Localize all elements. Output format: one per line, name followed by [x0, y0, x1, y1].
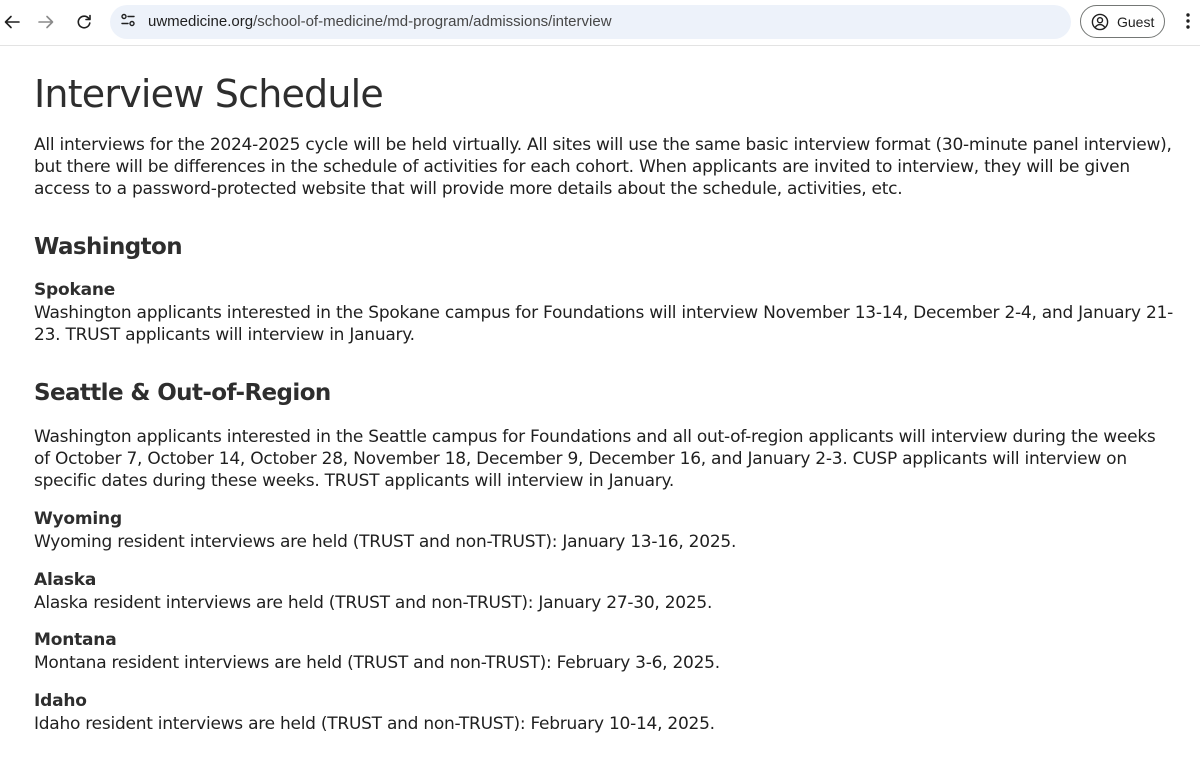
- account-circle-icon: [1091, 13, 1109, 31]
- spokane-paragraph: Washington applicants interested in the Spokane campus for Foundations will interview November 13-14, December 2-4, and January 21-23. TRUST applicants will interview in January.: [34, 303, 1174, 345]
- montana-paragraph: Montana resident interviews are held (TRUST and non-TRUST): February 3-6, 2025.: [34, 653, 720, 673]
- reload-icon: [75, 13, 93, 31]
- back-button[interactable]: [0, 8, 26, 36]
- url-path: /school-of-medicine/md-program/admissions/interview: [253, 13, 612, 30]
- browser-toolbar: [0, 0, 1200, 46]
- browser-menu-button[interactable]: [1178, 10, 1198, 36]
- page-title: Interview Schedule: [34, 72, 383, 116]
- seattle-heading: Seattle & Out-of-Region: [34, 380, 331, 406]
- profile-label: Guest: [1117, 13, 1155, 30]
- seattle-paragraph: Washington applicants interested in the Seattle campus for Foundations and all out-of-region applicants will interview during the weeks of October 7, October 14, October 28, November 18, December 9, December 16, and January 2-3. CUSP applicants will interview on specific dates during these weeks. TRUST applicants will interview in January.: [34, 427, 1156, 491]
- montana-heading: Montana: [34, 630, 117, 650]
- tune-icon: [119, 11, 137, 33]
- reload-button[interactable]: [70, 8, 98, 36]
- arrow-left-icon: [3, 13, 21, 31]
- forward-button[interactable]: [32, 8, 60, 36]
- idaho-heading: Idaho: [34, 691, 87, 711]
- arrow-right-icon: [37, 13, 55, 31]
- wyoming-paragraph: Wyoming resident interviews are held (TRUST and non-TRUST): January 13-16, 2025.: [34, 532, 737, 552]
- alaska-heading: Alaska: [34, 570, 97, 590]
- wyoming-heading: Wyoming: [34, 509, 122, 529]
- idaho-paragraph: Idaho resident interviews are held (TRUST and non-TRUST): February 10-14, 2025.: [34, 714, 715, 734]
- url-domain: uwmedicine.org: [148, 13, 254, 30]
- intro-paragraph: All interviews for the 2024-2025 cycle will be held virtually. All sites will use the same basic interview format (30-minute panel interview), but there will be differences in the schedule of activities for each cohort. When applicants are invited to interview, they will be given access to a password-protected website that will provide more details about the schedule, activities, etc.: [34, 135, 1172, 199]
- washington-heading: Washington: [34, 234, 183, 260]
- alaska-paragraph: Alaska resident interviews are held (TRUST and non-TRUST): January 27-30, 2025.: [34, 593, 713, 613]
- address-bar[interactable]: [110, 5, 1071, 39]
- url-text[interactable]: [148, 5, 612, 39]
- more-vert-icon: [1185, 12, 1191, 34]
- spokane-heading: Spokane: [34, 280, 116, 300]
- site-info-button[interactable]: [116, 10, 140, 34]
- profile-button[interactable]: [1080, 5, 1165, 38]
